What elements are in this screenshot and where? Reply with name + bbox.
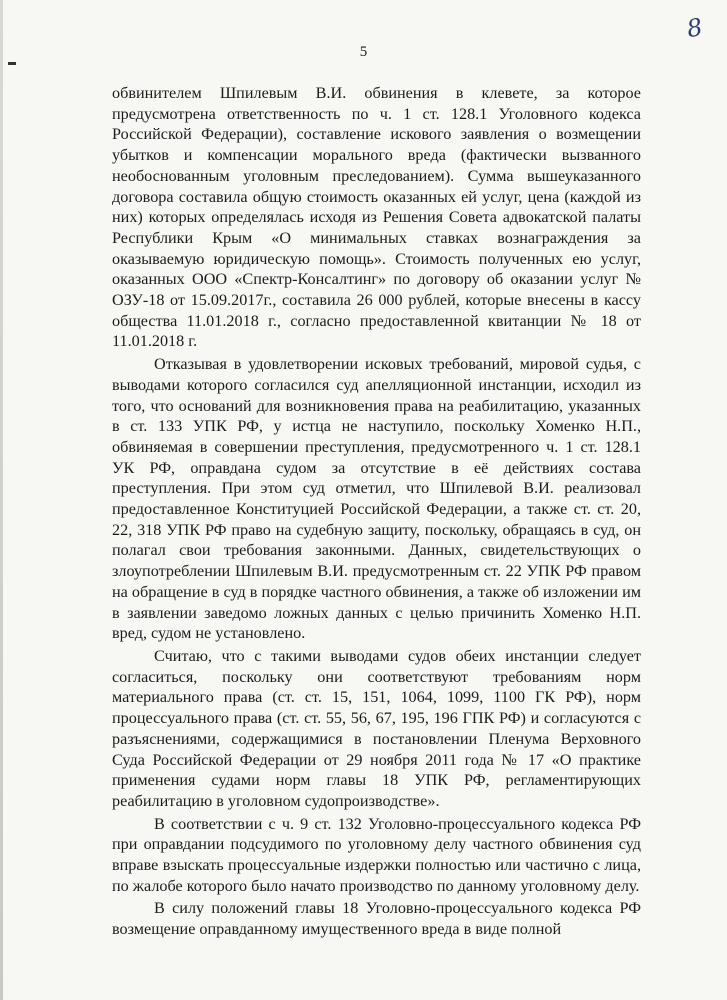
paragraph-article-132: В соответствии с ч. 9 ст. 132 Уголовно-процессуального кодекса РФ при оправдании подсудимого по уголовному делу частного обвинения суд вправе взыскать процессуальные издержки полностью или частично с лица, по жалобе которого было начато производство по данному уголовному делу. xyxy=(112,814,641,895)
scan-mark xyxy=(8,62,16,65)
handwritten-page-mark: 8 xyxy=(684,12,705,44)
paragraph-refusal: Отказывая в удовлетворении исковых требований, мировой судья, с выводами которого согласился суд апелляционной инстанции, исходил из того, что оснований для возникновения права на реабилитацию, указанных в ст. 133 УПК РФ, у истца не наступило, поскольку Хоменко Н.П., обвиняемая в совершении преступления, предусмотренного ч. 1 ст. 128.1 УК РФ, оправдана судом за отсутствие в её действиях состава преступления. При этом суд отметил, что Шпилевой В.И. реализовал предоставленное Конституцией Российской Федерации, а также ст. ст. 20, 22, 318 УПК РФ право на судебную защиту, поскольку, обращаясь в суд, он полагал свои требования законными. Данных, свидетельствующих о злоупотреблении Шпилевым В.И. предусмотренным ст. 22 УПК РФ правом на обращение в суд в порядке частного обвинения, а также об изложении им в заявлении заведомо ложных данных с целью причинить Хоменко Н.П. вред, судом не установлено. xyxy=(112,355,641,643)
paragraph-continuation: обвинителем Шпилевым В.И. обвинения в клевете, за которое предусмотрена ответственность по ч. 1 ст. 128.1 Уголовного кодекса Российской Федерации), составление искового заявления о возмещении убытков и компенсации морального вреда (фактически вызванного необоснованным уголовным преследованием). Сумма вышеуказанного договора составила общую стоимость оказанных ей услуг, цена (каждой из них) которых определялась исходя из Решения Совета адвокатской палаты Республики Крым «О минимальных ставках вознаграждения за оказываемую юридическую помощь». Стоимость полученных ею услуг, оказанных ООО «Спектр-Консалтинг» по договору об оказании услуг № ОЗУ-18 от 15.09.2017г., составила 26 000 рублей, которые внесены в кассу общества 11.01.2018 г., согласно предоставленной квитанции № 18 от 11.01.2018 г. xyxy=(112,84,641,351)
paragraph-chapter-18: В силу положений главы 18 Уголовно-процессуального кодекса РФ возмещение оправданному имущественного вреда в виде полной xyxy=(112,899,641,939)
document-body xyxy=(112,83,641,940)
paragraph-agreement: Считаю, что с такими выводами судов обеих инстанции следует согласиться, поскольку они соответствуют требованиям норм материального права (ст. ст. 15, 151, 1064, 1099, 1100 ГК РФ), норм процессуального права (ст. ст. 55, 56, 67, 195, 196 ГПК РФ) и согласуются с разъяснениями, содержащимися в постановлении Пленума Верховного Суда Российской Федерации от 29 ноября 2011 года № 17 «О практике применения судами норм главы 18 УПК РФ, регламентирующих реабилитацию в уголовном судопроизводстве». xyxy=(112,646,641,810)
scan-edge xyxy=(0,0,3,1000)
page-number: 5 xyxy=(359,44,368,60)
